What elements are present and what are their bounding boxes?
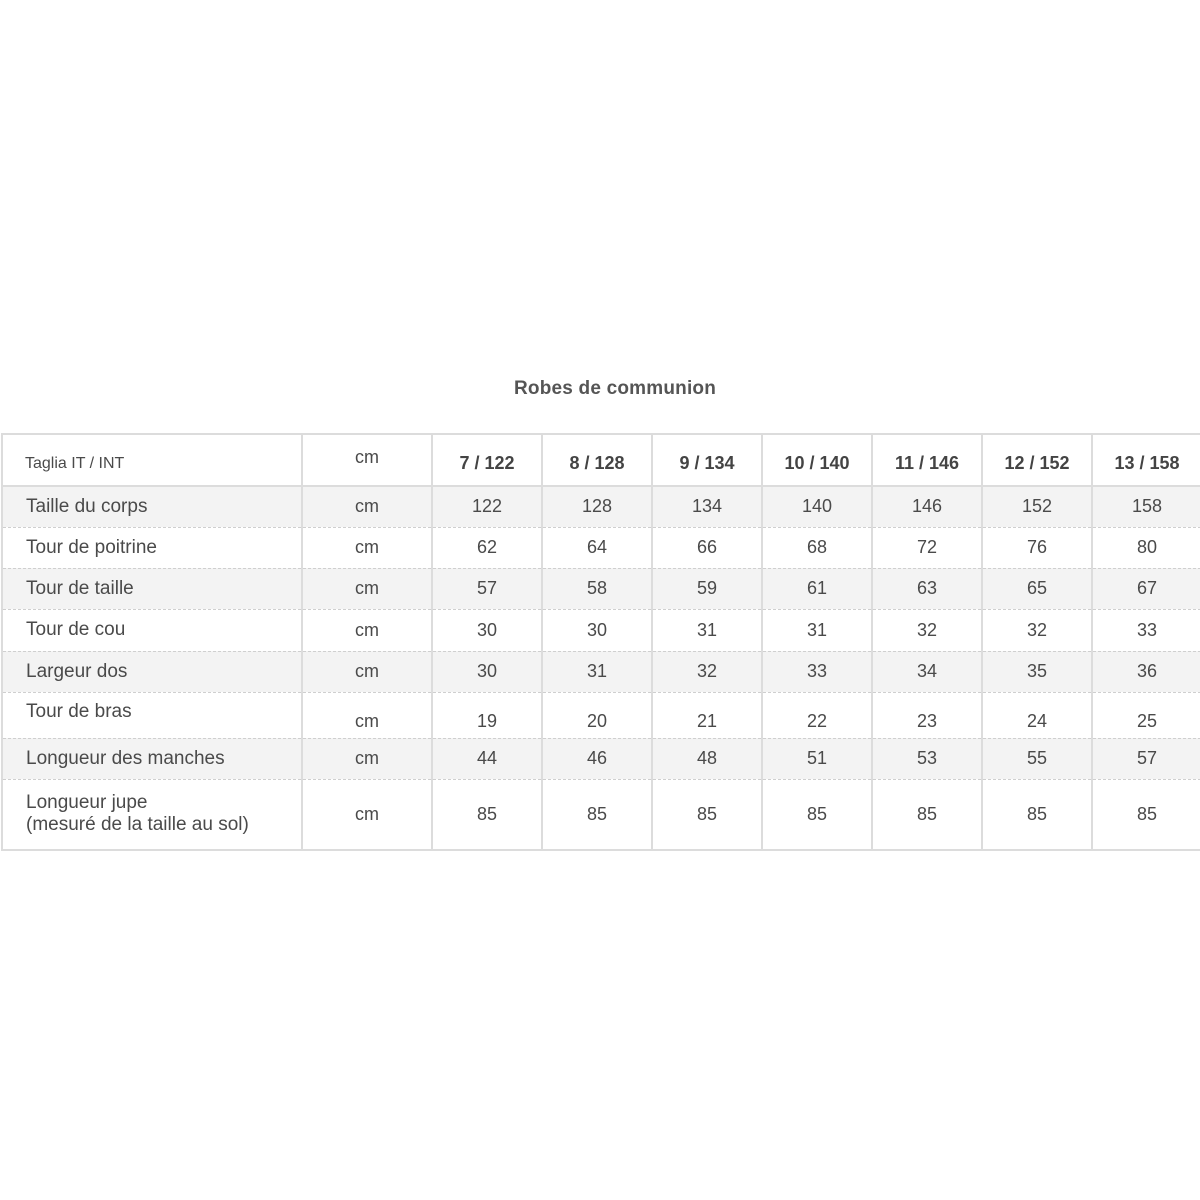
table-cell: 35: [982, 651, 1092, 692]
table-cell: 31: [762, 609, 872, 651]
row-unit: cm: [302, 692, 432, 738]
row-label-line2: (mesuré de la taille au sol): [26, 814, 249, 836]
table-cell: 134: [652, 486, 762, 527]
table-cell: 20: [542, 692, 652, 738]
header-size-10: 10 / 140: [762, 434, 872, 486]
table-cell: 67: [1092, 568, 1200, 609]
table-cell: 57: [1092, 738, 1200, 779]
table-cell: 158: [1092, 486, 1200, 527]
table-row: [2, 779, 1200, 850]
table-cell: 19: [432, 692, 542, 738]
header-size-12: 12 / 152: [982, 434, 1092, 486]
table-cell: 66: [652, 527, 762, 568]
row-unit: cm: [302, 568, 432, 609]
row-unit: cm: [302, 738, 432, 779]
table-cell: 85: [872, 779, 982, 850]
table-cell: 62: [432, 527, 542, 568]
table-cell: 48: [652, 738, 762, 779]
table-cell: 85: [762, 779, 872, 850]
table-cell: 30: [542, 609, 652, 651]
table-cell: 57: [432, 568, 542, 609]
table-cell: 128: [542, 486, 652, 527]
table-cell: 33: [1092, 609, 1200, 651]
header-size-13: 13 / 158: [1092, 434, 1200, 486]
table-cell: 61: [762, 568, 872, 609]
table-cell: 24: [982, 692, 1092, 738]
chart-title: Robes de communion: [513, 378, 717, 399]
row-label: Tour de taille: [2, 568, 302, 609]
header-size-label: Taglia IT / INT: [2, 434, 302, 486]
table-cell: 152: [982, 486, 1092, 527]
row-label: Taille du corps: [2, 486, 302, 527]
table-cell: 34: [872, 651, 982, 692]
header-unit: cm: [302, 434, 432, 486]
table-row: [2, 486, 1200, 527]
row-unit: cm: [302, 779, 432, 850]
table-row: [2, 568, 1200, 609]
table-cell: 31: [542, 651, 652, 692]
table-cell: 22: [762, 692, 872, 738]
row-unit: cm: [302, 609, 432, 651]
table-cell: 30: [432, 609, 542, 651]
header-size-7: 7 / 122: [432, 434, 542, 486]
table-cell: 21: [652, 692, 762, 738]
row-label: Tour de bras: [2, 692, 302, 738]
table-cell: 51: [762, 738, 872, 779]
table-cell: 80: [1092, 527, 1200, 568]
header-size-9: 9 / 134: [652, 434, 762, 486]
table-cell: 63: [872, 568, 982, 609]
table-cell: 65: [982, 568, 1092, 609]
table-cell: 44: [432, 738, 542, 779]
table-cell: 85: [432, 779, 542, 850]
table-row: [2, 738, 1200, 779]
table-cell: 58: [542, 568, 652, 609]
table-cell: 122: [432, 486, 542, 527]
table-cell: 85: [1092, 779, 1200, 850]
table-cell: 85: [652, 779, 762, 850]
header-size-11: 11 / 146: [872, 434, 982, 486]
table-cell: 85: [982, 779, 1092, 850]
row-label: Longueur des manches: [2, 738, 302, 779]
table-cell: 25: [1092, 692, 1200, 738]
header-size-8: 8 / 128: [542, 434, 652, 486]
table-cell: 76: [982, 527, 1092, 568]
table-cell: 31: [652, 609, 762, 651]
table-cell: 30: [432, 651, 542, 692]
table-cell: 64: [542, 527, 652, 568]
table-cell: 55: [982, 738, 1092, 779]
row-unit: cm: [302, 651, 432, 692]
row-label: Largeur dos: [2, 651, 302, 692]
table-cell: 146: [872, 486, 982, 527]
row-label: [2, 779, 302, 850]
table-cell: 36: [1092, 651, 1200, 692]
table-row: [2, 692, 1200, 738]
header-row: [2, 434, 1200, 486]
row-unit: cm: [302, 486, 432, 527]
row-label: Tour de poitrine: [2, 527, 302, 568]
table-row: [2, 527, 1200, 568]
table-cell: 32: [982, 609, 1092, 651]
row-label-line1: Longueur jupe: [26, 792, 148, 814]
table-cell: 59: [652, 568, 762, 609]
row-label: Tour de cou: [2, 609, 302, 651]
table-cell: 46: [542, 738, 652, 779]
table-cell: 68: [762, 527, 872, 568]
table-row: [2, 609, 1200, 651]
row-unit: cm: [302, 527, 432, 568]
table-cell: 85: [542, 779, 652, 850]
table-cell: 53: [872, 738, 982, 779]
table-cell: 72: [872, 527, 982, 568]
table-cell: 140: [762, 486, 872, 527]
size-chart-table: [1, 433, 1200, 851]
table-cell: 32: [652, 651, 762, 692]
table-cell: 23: [872, 692, 982, 738]
table-cell: 32: [872, 609, 982, 651]
table-row: [2, 651, 1200, 692]
table-cell: 33: [762, 651, 872, 692]
